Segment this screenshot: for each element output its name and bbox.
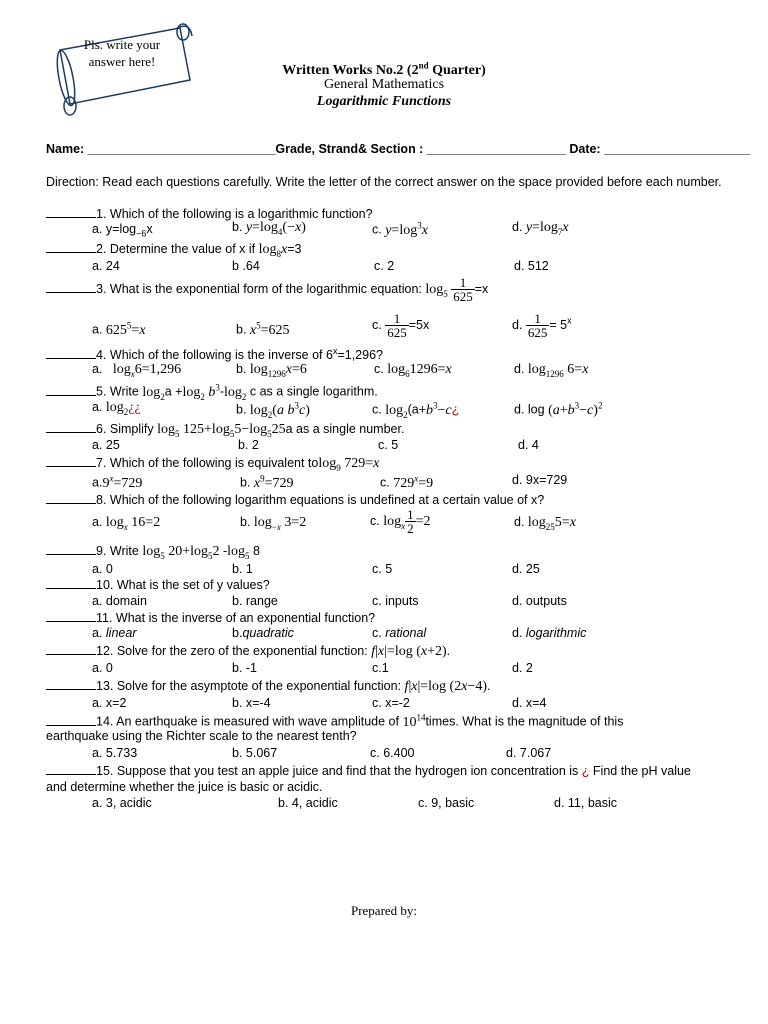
question-11: 11. What is the inverse of an exponential function? <box>46 610 375 625</box>
q11-option-a: a. linear <box>92 626 137 640</box>
q4-option-a: a. $\log_x6=1,296$ <box>92 362 182 379</box>
question-7: 7. Which of the following is equivalent tolog$_9$ 729=x <box>46 455 379 473</box>
question-15-continued: and determine whether the juice is basic or acidic. <box>46 780 323 794</box>
question-1: 1. Which of the following is a logarithmic function? <box>46 206 373 221</box>
question-9: 9. Write $\log_5 20+\log_52$ $-\log_5$ 8 <box>46 543 260 561</box>
q6-option-c: c. 5 <box>378 438 399 452</box>
q13-option-c: c. x=-2 <box>372 696 410 710</box>
q11-option-b: b.quadratic <box>232 626 294 640</box>
question-8: 8. Which of the following logarithm equations is undefined at a certain value of x? <box>46 492 544 507</box>
q12-option-d: d. 2 <box>512 661 533 675</box>
q10-option-a: a. domain <box>92 594 147 608</box>
q1-option-c: c. $y=\log^3x$ <box>372 220 428 238</box>
q13-option-a: a. x=2 <box>92 696 127 710</box>
q5-option-a: a. $\log_2¿¿$ <box>92 400 141 417</box>
q3-option-c: c. $\frac{1}{625}$ =5x <box>372 311 430 340</box>
q13-option-d: d. x=4 <box>512 696 547 710</box>
q8-option-c: c. $\log_x$ $\frac{1}{2}$ =2 <box>370 507 431 536</box>
question-14-continued: earthquake using the Richter scale to the nearest tenth? <box>46 729 357 743</box>
q8-option-b: b. $\log_{-x} 3=2$ <box>240 515 307 532</box>
q9-option-c: c. 5 <box>372 562 393 576</box>
q15-option-a: a. 3, acidic <box>92 796 152 810</box>
question-6: 6. Simplify $\log_5 125+\log_55-\log_525a$ as a single number. <box>46 421 404 439</box>
question-5: 5. Write $\log_2a +\log_2$ $b^3-\log_2$ c as a single logarithm. <box>46 382 378 401</box>
q14-option-a: a. 5.733 <box>92 746 138 760</box>
q1-option-b: b. $y=\log_4(-x)$ <box>232 220 306 237</box>
question-4: 4. Which of the following is the inverse of $6^x=1,296$? <box>46 346 383 362</box>
q1-option-a: a. $y=\log_{-6}x$ <box>92 222 153 239</box>
answer-blank-5[interactable] <box>46 384 96 396</box>
answer-blank-11[interactable] <box>46 610 96 622</box>
q10-option-d: d. outputs <box>512 594 567 608</box>
answer-blank-15[interactable] <box>46 763 96 775</box>
q9-option-a: a. 0 <box>92 562 113 576</box>
q6-option-d: d. 4 <box>518 438 539 452</box>
answer-blank-2[interactable] <box>46 241 96 253</box>
q2-option-d: d. 512 <box>514 259 549 273</box>
q1-option-d: d. $y=\log_7x$ <box>512 220 569 237</box>
prepared-by-label: Prepared by: <box>350 903 418 918</box>
q3-option-d: d. $\frac{1}{625}$ = $5^x$ <box>512 311 572 340</box>
q14-option-c: c. 6.400 <box>370 746 415 760</box>
q7-option-a: $a.9^x=729$ <box>92 473 143 491</box>
question-10: 10. What is the set of y values? <box>46 577 270 592</box>
name-field[interactable]: Name: ___________________________ <box>46 142 276 156</box>
q10-option-b: b. range <box>232 594 278 608</box>
q7-option-b: b. $x^9=729$ <box>240 473 294 491</box>
answer-blank-13[interactable] <box>46 678 96 690</box>
worksheet-title: Written Works No.2 (2nd Quarter) <box>282 60 486 78</box>
q15-option-b: b. 4, acidic <box>278 796 338 810</box>
q6-option-b: b. 2 <box>238 438 259 452</box>
date-field[interactable]: Date: _____________________ <box>569 142 751 156</box>
question-15: 15. Suppose that you test an apple juice and find that the hydrogen ion concentration is ¿ Find the pH value <box>46 763 691 778</box>
q2-option-b: b .64 <box>232 259 260 273</box>
student-info-line <box>46 142 751 156</box>
q9-option-b: b. 1 <box>232 562 253 576</box>
q4-option-b: b. $\log_{1296}x=6$ <box>236 362 307 379</box>
direction-text: Direction: Read each questions carefully. Write the letter of the correct answer on the space provided before each number. <box>46 175 722 189</box>
answer-blank-14[interactable] <box>46 714 96 726</box>
q7-option-d: d. 9x=729 <box>512 473 568 487</box>
q15-option-c: c. 9, basic <box>418 796 475 810</box>
answer-blank-4[interactable] <box>46 347 96 359</box>
q14-option-b: b. 5.067 <box>232 746 278 760</box>
q7-option-c: c. $729^x=9$ <box>380 473 434 491</box>
answer-blank-9[interactable] <box>46 543 96 555</box>
q2-option-c: c. 2 <box>374 259 395 273</box>
q4-option-d: d. $\log_{1296} 6=x$ <box>514 362 589 379</box>
answer-blank-6[interactable] <box>46 421 96 433</box>
answer-blank-12[interactable] <box>46 643 96 655</box>
q14-option-d: d. 7.067 <box>506 746 552 760</box>
worksheet-topic: Logarithmic Functions <box>316 94 452 109</box>
question-12: 12. Solve for the zero of the exponential function: f|x|=log (x+2). <box>46 643 450 660</box>
question-2: 2. Determine the value of x if $\log_8x=3$ <box>46 241 301 259</box>
grade-section-field[interactable]: Grade, Strand& Section : ____________________ <box>275 142 566 156</box>
q12-option-a: a. 0 <box>92 661 113 675</box>
q4-option-c: c. $\log_61296=x$ <box>374 362 452 379</box>
answer-blank-3[interactable] <box>46 281 96 293</box>
answer-blank-8[interactable] <box>46 492 96 504</box>
q11-option-c: c. rational <box>372 626 427 640</box>
answer-blank-7[interactable] <box>46 455 96 467</box>
worksheet-subject: General Mathematics <box>323 77 445 92</box>
q15-option-d: d. 11, basic <box>554 796 618 810</box>
q3-option-a: a. $625^5=x$ <box>92 320 146 338</box>
q3-option-b: b. $x^5=625$ <box>236 320 290 338</box>
q12-option-b: b. -1 <box>232 661 258 675</box>
question-14: 14. An earthquake is measured with wave amplitude of $10^{14}times$. What is the magnitude of this <box>46 712 623 731</box>
q5-option-d: d. $\log (a+b^3-c)^2$ <box>514 400 603 418</box>
q8-option-a: a. $\log_x 16=2$ <box>92 515 161 532</box>
question-3: 3. What is the exponential form of the logarithmic equation: $\log_5$ $\frac{1}{625}$ =x <box>46 276 488 303</box>
answer-blank-10[interactable] <box>46 577 96 589</box>
scroll-note-text: Pls. write your answer here! <box>83 37 161 69</box>
q2-option-a: a. 24 <box>92 259 120 273</box>
q12-option-c: c.1 <box>372 661 389 675</box>
q6-option-a: a. 25 <box>92 438 120 452</box>
q8-option-d: d. $\log_{25}5=x$ <box>514 515 576 532</box>
q11-option-d: d. logarithmic <box>512 626 587 640</box>
q13-option-b: b. x=-4 <box>232 696 271 710</box>
answer-blank-1[interactable] <box>46 206 96 218</box>
q5-option-b: b. $\log_2(a$ $b^3c$) <box>236 400 310 420</box>
q9-option-d: d. 25 <box>512 562 540 576</box>
q10-option-c: c. inputs <box>372 594 419 608</box>
question-13: 13. Solve for the asymptote of the exponential function: f|x|=log (2x−4). <box>46 678 490 695</box>
q5-option-c: c. $\log_2(a+b^3-c¿$ <box>372 400 460 420</box>
